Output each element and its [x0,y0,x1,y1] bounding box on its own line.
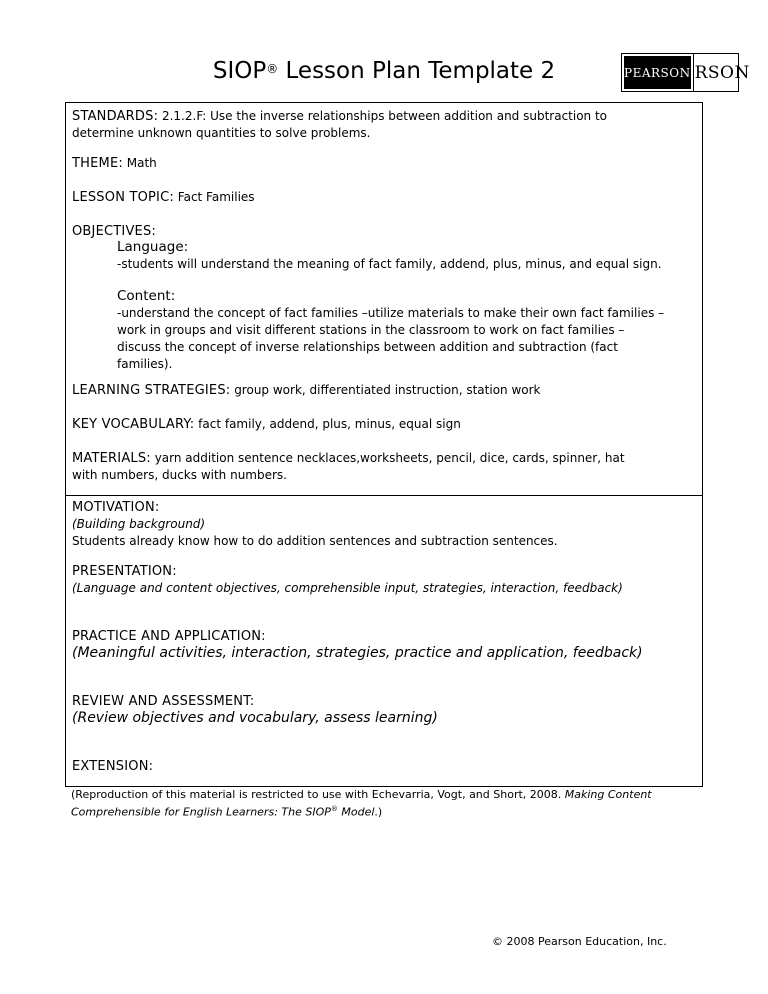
footer-plain: (Reproduction of this material is restricted to use with Echevarria, Vogt, and Short, 2008. [71,788,565,801]
presentation-section [72,562,696,596]
language-objective [117,238,696,272]
theme-label: THEME: [72,156,123,171]
motivation-text: Students already know how to do addition sentences and subtraction sentences. [72,534,558,548]
content-line-1: -understand the concept of fact families –utilize materials to make their own fact families – [117,306,665,320]
footer-italic-1: Making Content [564,788,652,801]
vocabulary-section [72,415,696,432]
topic-section [72,188,696,205]
content-objective [117,287,696,372]
theme-section [72,154,696,171]
objectives-label [72,222,696,239]
language-text: -students will understand the meaning of fact family, addend, plus, minus, and equal sign. [117,257,662,271]
strategies-section [72,381,696,398]
footer-italic-3: Model [337,805,375,819]
lesson-sequence-box [65,495,703,787]
presentation-hint: (Language and content objectives, comprehensible input, strategies, interaction, feedback) [72,581,623,595]
title-rest: Lesson Plan Template 2 [278,58,556,84]
registered-mark: ® [266,62,279,76]
practice-hint: (Meaningful activities, interaction, strategies, practice and application, feedback) [72,645,643,661]
logo-left-block: PEARSON [622,54,693,91]
review-label: REVIEW AND ASSESSMENT: [72,694,255,709]
strategies-text: group work, differentiated instruction, station work [230,383,541,397]
footer-end: .) [374,805,383,819]
standards-text: 2.1.2.F: Use the inverse relationships between addition and subtraction to [158,109,608,123]
practice-label: PRACTICE AND APPLICATION: [72,629,266,644]
topic-text: Fact Families [173,190,255,204]
materials-section [72,449,696,483]
motivation-label: MOTIVATION: [72,500,160,515]
strategies-label: LEARNING STRATEGIES: [72,383,231,398]
objectives-heading: OBJECTIVES: [72,224,156,239]
materials-text: yarn addition sentence necklaces,worksheets, pencil, dice, cards, spinner, hat [150,451,625,465]
materials-label: MATERIALS: [72,451,151,466]
theme-text: Math [122,156,157,170]
standards-text-2: determine unknown quantities to solve problems. [72,126,371,140]
presentation-label: PRESENTATION: [72,564,177,579]
pearson-logo [621,53,750,92]
practice-section [72,627,696,661]
lesson-overview-box [65,102,703,496]
title-main: SIOP [212,58,267,84]
review-hint: (Review objectives and vocabulary, assess learning) [72,710,438,726]
standards-label: STANDARDS: [72,109,159,124]
standards-section [72,107,696,141]
topic-label: LESSON TOPIC: [72,190,174,205]
vocabulary-text: fact family, addend, plus, minus, equal sign [194,417,461,431]
footer-italic-2: Comprehensible for English Learners: The SIOP [71,805,331,819]
content-line-2: work in groups and visit different stations in the classroom to work on fact families – [117,323,625,337]
content-line-3: discuss the concept of inverse relationships between addition and subtraction (fact [117,340,618,354]
logo-right-block: RSON [694,62,750,83]
content-line-4: families). [117,357,173,371]
extension-section [72,757,696,774]
vocabulary-label: KEY VOCABULARY: [72,417,195,432]
materials-text-2: with numbers, ducks with numbers. [72,468,287,482]
content-label: Content: [117,288,176,304]
reproduction-notice [71,788,711,820]
extension-label: EXTENSION: [72,759,154,774]
footer-registered: ® [330,805,338,813]
motivation-hint: (Building background) [72,517,206,531]
motivation-section [72,498,696,549]
review-section [72,692,696,726]
language-label: Language: [117,239,189,255]
copyright-notice: © 2008 Pearson Education, Inc. [492,935,667,948]
